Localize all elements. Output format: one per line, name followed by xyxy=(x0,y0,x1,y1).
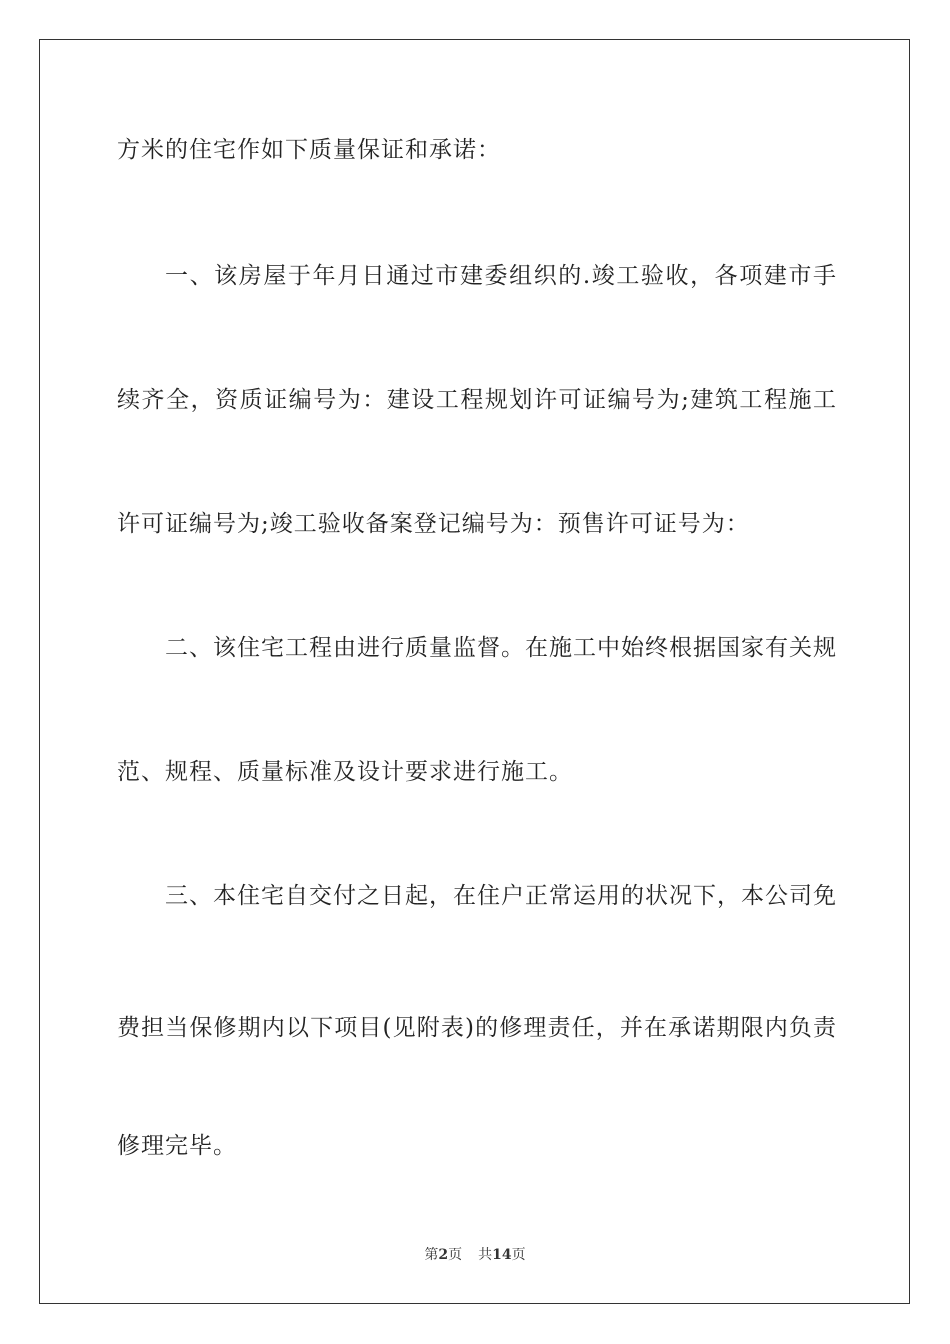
body-line-5: 二、该住宅工程由进行质量监督。在施工中始终根据国家有关规 xyxy=(165,635,837,661)
body-line-2: 一、该房屋于年月日通过市建委组织的.竣工验收，各项建市手 xyxy=(165,263,837,289)
body-line-4: 许可证编号为;竣工验收备案登记编号为：预售许可证号为： xyxy=(117,511,750,537)
footer-total-suffix: 页 xyxy=(511,1247,526,1263)
body-line-1: 方米的住宅作如下质量保证和承诺： xyxy=(117,137,501,163)
page-frame xyxy=(39,39,910,1304)
footer-page-number: 2 xyxy=(438,1247,449,1263)
body-line-6: 范、规程、质量标准及设计要求进行施工。 xyxy=(117,759,573,785)
footer-page-suffix: 页 xyxy=(448,1247,463,1263)
body-line-8: 费担当保修期内以下项目(见附表)的修理责任，并在承诺期限内负责 xyxy=(117,1015,837,1041)
footer-total-pages: 14 xyxy=(492,1247,512,1263)
body-line-3: 续齐全，资质证编号为：建设工程规划许可证编号为;建筑工程施工 xyxy=(117,387,837,413)
footer-total-prefix: 共 xyxy=(478,1247,493,1263)
body-line-7: 三、本住宅自交付之日起，在住户正常运用的状况下，本公司免 xyxy=(165,883,837,909)
footer-page-prefix: 第 xyxy=(424,1247,439,1263)
page-footer xyxy=(0,1246,950,1264)
body-line-9: 修理完毕。 xyxy=(117,1133,237,1159)
